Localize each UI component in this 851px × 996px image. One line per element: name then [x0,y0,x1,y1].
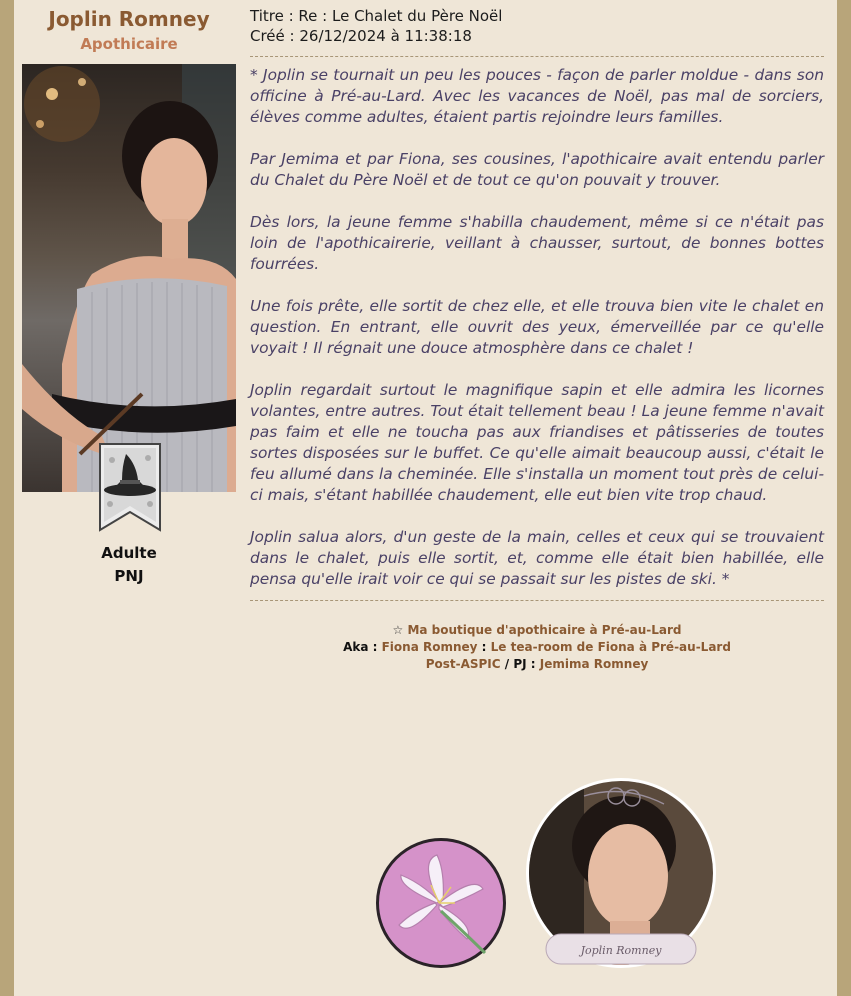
post-created-date: Créé : 26/12/2024 à 11:38:18 [250,27,472,45]
lily-flower-icon [376,838,506,968]
tea-room-link[interactable]: Le tea-room de Fiona à Pré-au-Lard [490,640,731,654]
post-paragraph: Par Jemima et par Fiona, ses cousines, l'apothicaire avait entendu parler du Chalet du Père Noël et de tout ce qu'on pouvait y trouver. [250,150,824,189]
post-paragraph: * Joplin se tournait un peu les pouces - façon de parler moldue - dans son officine à Pré-au-Lard. Avec les vacances de Noël, pas mal de sorciers, élèves comme adultes, étaient partis rejoindre leurs familles. [250,66,824,126]
divider [250,56,824,57]
signature [250,622,824,673]
post-content [250,6,824,673]
pj-link[interactable]: Jemima Romney [539,657,649,671]
author-avatar [22,64,236,492]
author-name[interactable]: Joplin Romney [48,7,210,31]
post-paragraph: Joplin salua alors, d'un geste de la main, celles et ceux qui se trouvaient dans le chalet, puis elle sortit, et, comme elle était bien habillée, elle pensa qu'elle irait voir ce qui se passait sur les pistes de ski. * [250,528,824,588]
aka-separator: : [481,640,487,654]
post-paragraph: Joplin regardait surtout le magnifique sapin et elle admira les licornes volantes, entre autres. Tout était tellement beau ! La jeune femme n'avait pas faim et elle ne toucha pas aux friandises et pâtisseries de toutes sortes disposées sur le buffet. Ce qu'elle aimait beaucoup aussi, c'était le feu allumé dans la cheminée. Elle s'installa un moment tout près de celui-ci mais, s'étant habillée chaudement, elle eut bien vite trop chaud. [250,381,824,504]
post-body [250,65,824,590]
author-stats [22,542,236,588]
author-type: PNJ [114,567,144,585]
post-paragraph: Une fois prête, elle sortit de chez elle, et elle trouva bien vite le chalet en question. En entrant, elle ouvrit des yeux, émerveillée par ce qu'elle voyait ! Il régnait une douce atmosphère dans ce chalet ! [250,297,824,357]
aka-label: Aka : [343,640,378,654]
author-rank: Apothicaire [80,35,178,53]
post-paragraph: Dès lors, la jeune femme s'habilla chaudement, même si ce n'était pas loin de l'apothicairerie, veillant à chausser, surtout, de bonnes bottes fourrées. [250,213,824,273]
author-profile [22,6,236,585]
post-aspic-link[interactable]: Post-ASPIC [425,657,501,671]
signature-banner-text: Joplin Romney [580,944,662,957]
signature-portrait [524,776,718,970]
author-status: Adulte [101,544,157,562]
shop-link[interactable]: Ma boutique d'apothicaire à Pré-au-Lard [407,623,682,637]
aka-name-link[interactable]: Fiona Romney [381,640,478,654]
divider [250,600,824,601]
star-icon: ☆ [392,623,404,637]
post-title: Titre : Re : Le Chalet du Père Noël [250,7,503,25]
pj-label: PJ : [513,657,536,671]
witch-hat-icon [98,442,162,532]
pj-separator: / [504,657,510,671]
post-frame [14,0,837,996]
